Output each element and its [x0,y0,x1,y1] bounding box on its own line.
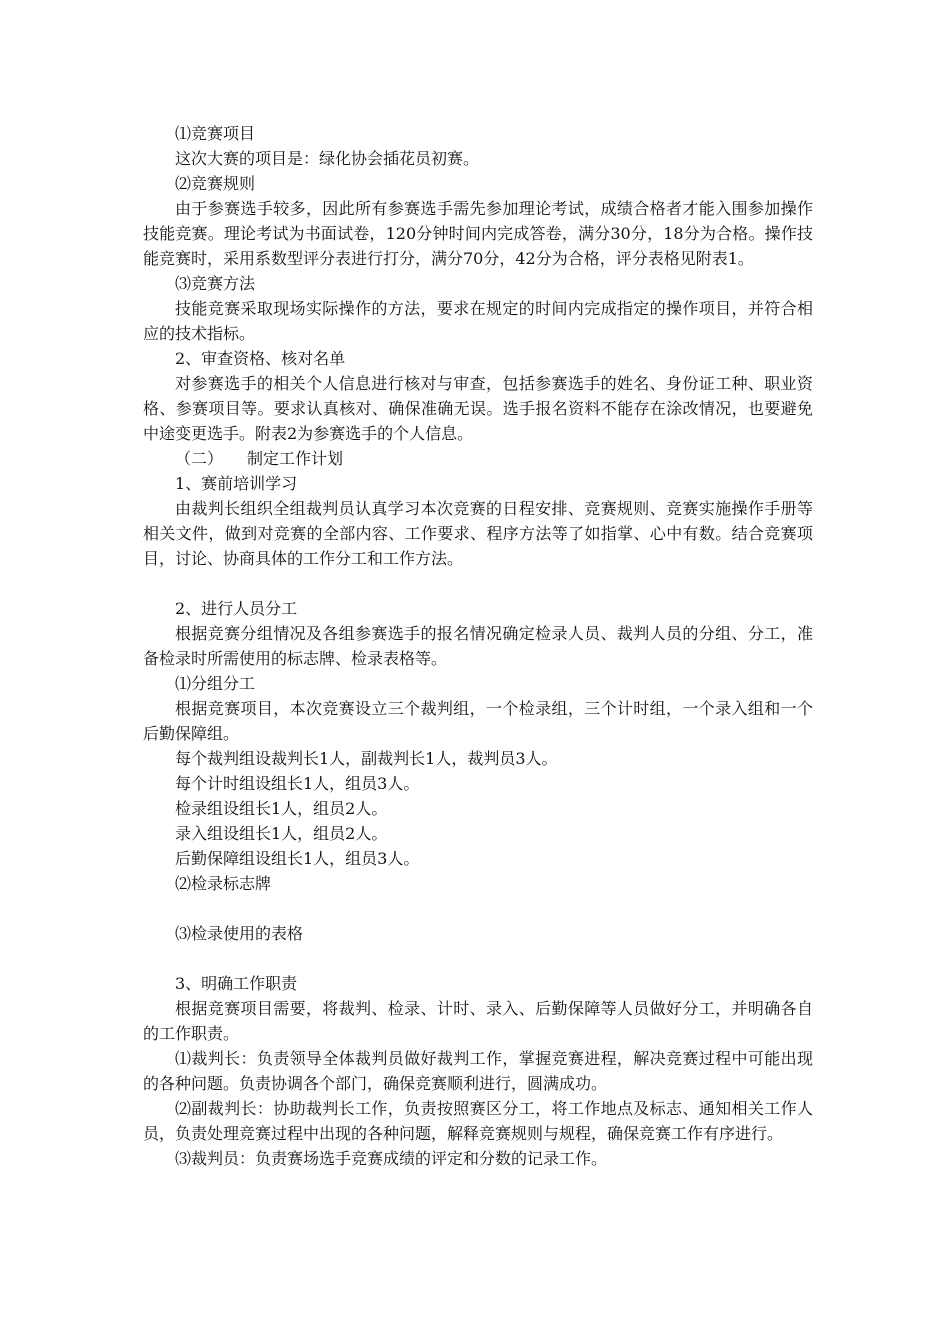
duty-deputy-referee: ⑵副裁判长：协助裁判长工作，负责按照赛区分工，将工作地点及标志、通知相关工作人员，负责处理竞赛过程中出现的各种问题，解释竞赛规则与规程，确保竞赛工作有序进行。 [143,1099,813,1143]
list-item: 录入组设组长1人，组员2人。 [175,824,388,843]
list-item: 每个裁判组设裁判长1人，副裁判长1人，裁判员3人。 [175,749,558,768]
heading-review-qualification: 2、审查资格、核对名单 [175,349,346,368]
list-item: 每个计时组设组长1人，组员3人。 [175,774,420,793]
paragraph-competition-rules: 由于参赛选手较多，因此所有参赛选手需先参加理论考试，成绩合格者才能入围参加操作技能竞赛。理论考试为书面试卷，120分钟时间内完成答卷，满分30分，18分为合格。操作技能竞赛时，采用系数型评分表进行打分，满分70分，42分为合格，评分表格见附表1。 [143,199,813,268]
heading-pre-training: 1、赛前培训学习 [175,474,298,493]
paragraph-competition-item: 这次大赛的项目是：绿化协会插花员初赛。 [175,149,480,168]
paragraph-job-duties: 根据竞赛项目需要，将裁判、检录、计时、录入、后勤保障等人员做好分工，并明确各自的工作职责。 [143,999,813,1043]
list-item: 检录组设组长1人，组员2人。 [175,799,388,818]
subheading-competition-method: ⑶竞赛方法 [175,274,256,293]
paragraph-group-division: 根据竞赛项目，本次竞赛设立三个裁判组，一个检录组，三个计时组，一个录入组和一个后勤保障组。 [143,699,813,743]
paragraph-pre-training: 由裁判长组织全组裁判员认真学习本次竞赛的日程安排、竞赛规则、竞赛实施操作手册等相关文件，做到对竞赛的全部内容、工作要求、程序方法等了如指掌、心中有数。结合竞赛项目，讨论、协商具体的工作分工和工作方法。 [143,499,813,568]
section-heading-work-plan: （二） 制定工作计划 [175,449,344,468]
heading-staff-division: 2、进行人员分工 [175,599,298,618]
paragraph-review-qualification: 对参赛选手的相关个人信息进行核对与审查，包括参赛选手的姓名、身份证工种、职业资格、参赛项目等。要求认真核对、确保准确无误。选手报名资料不能存在涂改情况，也要避免中途变更选手。附表2为参赛选手的个人信息。 [143,374,813,443]
subheading-checkin-sign: ⑵检录标志牌 [175,874,272,893]
blank-line [143,571,813,596]
paragraph-staff-division: 根据竞赛分组情况及各组参赛选手的报名情况确定检录人员、裁判人员的分组、分工，准备检录时所需使用的标志牌、检录表格等。 [143,624,813,668]
blank-line [143,896,813,921]
blank-line [143,946,813,971]
duty-chief-referee: ⑴裁判长：负责领导全体裁判员做好裁判工作，掌握竞赛进程，解决竞赛过程中可能出现的各种问题。负责协调各个部门，确保竞赛顺利进行，圆满成功。 [143,1049,813,1093]
subheading-competition-item: ⑴竞赛项目 [175,124,256,143]
list-item: 后勤保障组设组长1人，组员3人。 [175,849,420,868]
document-body [143,121,813,1171]
subheading-competition-rules: ⑵竞赛规则 [175,174,256,193]
duty-referee: ⑶裁判员：负责赛场选手竞赛成绩的评定和分数的记录工作。 [175,1149,608,1168]
subheading-checkin-forms: ⑶检录使用的表格 [175,924,304,943]
subheading-group-division: ⑴分组分工 [175,674,256,693]
heading-job-duties: 3、明确工作职责 [175,974,298,993]
paragraph-competition-method: 技能竞赛采取现场实际操作的方法，要求在规定的时间内完成指定的操作项目，并符合相应的技术指标。 [143,299,813,343]
